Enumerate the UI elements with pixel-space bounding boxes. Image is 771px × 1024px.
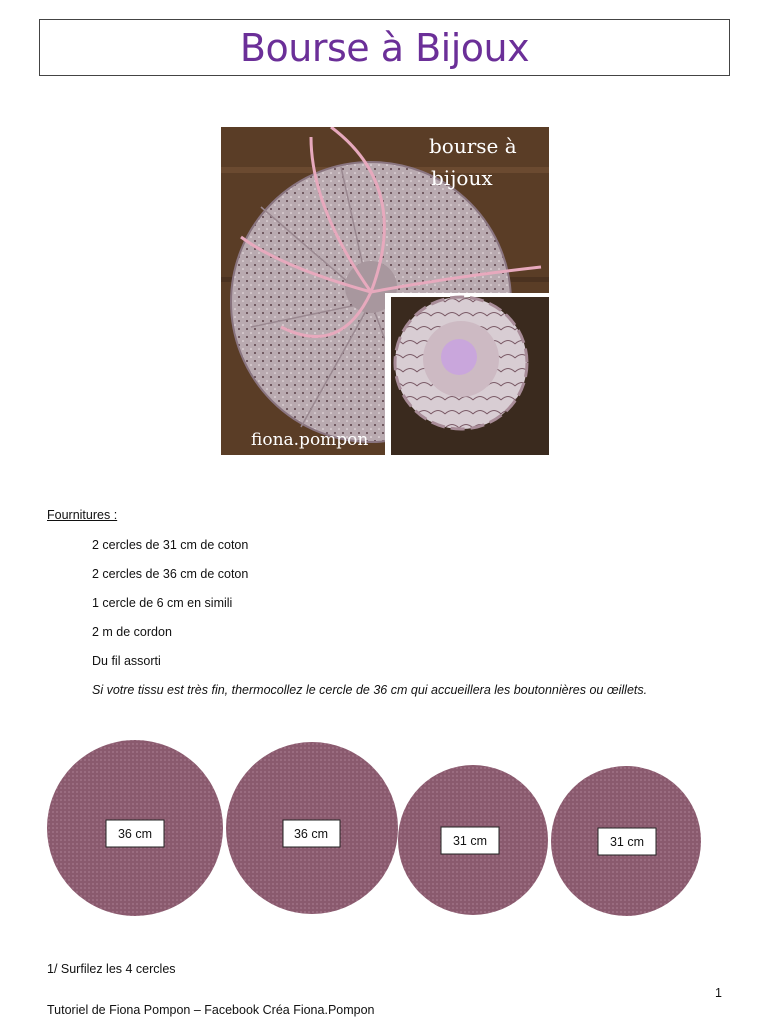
circle-size-label: 31 cm xyxy=(452,834,488,848)
photo-caption-line2: bijoux xyxy=(431,166,493,190)
page-title: Bourse à Bijoux xyxy=(239,26,530,70)
supply-item: 1 cercle de 6 cm en simili xyxy=(92,596,233,610)
interfacing-note: Si votre tissu est très fin, thermocollez le cercle de 36 cm qui accueillera les boutonnières ou œillets. xyxy=(92,683,648,697)
page-footer: Tutoriel de Fiona Pompon – Facebook Créa Fiona.Pompon xyxy=(47,1003,375,1017)
lilac-base-circle xyxy=(441,339,477,375)
supply-item: Du fil assorti xyxy=(92,654,161,668)
jewelry-pouch-photo xyxy=(221,127,549,455)
circle-size-label: 36 cm xyxy=(117,827,153,841)
circle-size-label: 36 cm xyxy=(293,827,329,841)
fabric-circle xyxy=(226,742,398,914)
circle-size-label: 31 cm xyxy=(609,835,645,849)
page-number: 1 xyxy=(715,986,722,1000)
supply-item: 2 cercles de 31 cm de coton xyxy=(92,538,249,552)
supply-item: 2 cercles de 36 cm de coton xyxy=(92,567,249,581)
fabric-circle xyxy=(551,766,701,916)
fabric-circle xyxy=(47,740,223,916)
title-box xyxy=(39,19,730,76)
supplies-heading: Fournitures : xyxy=(47,508,118,522)
supply-item: 2 m de cordon xyxy=(92,625,172,639)
fabric-circles-photo xyxy=(40,735,720,925)
photo-watermark: fiona.pompon xyxy=(251,430,369,450)
photo-caption-line1: bourse à xyxy=(429,134,517,158)
fabric-circle xyxy=(398,765,548,915)
step-1: 1/ Surfilez les 4 cercles xyxy=(47,962,176,976)
